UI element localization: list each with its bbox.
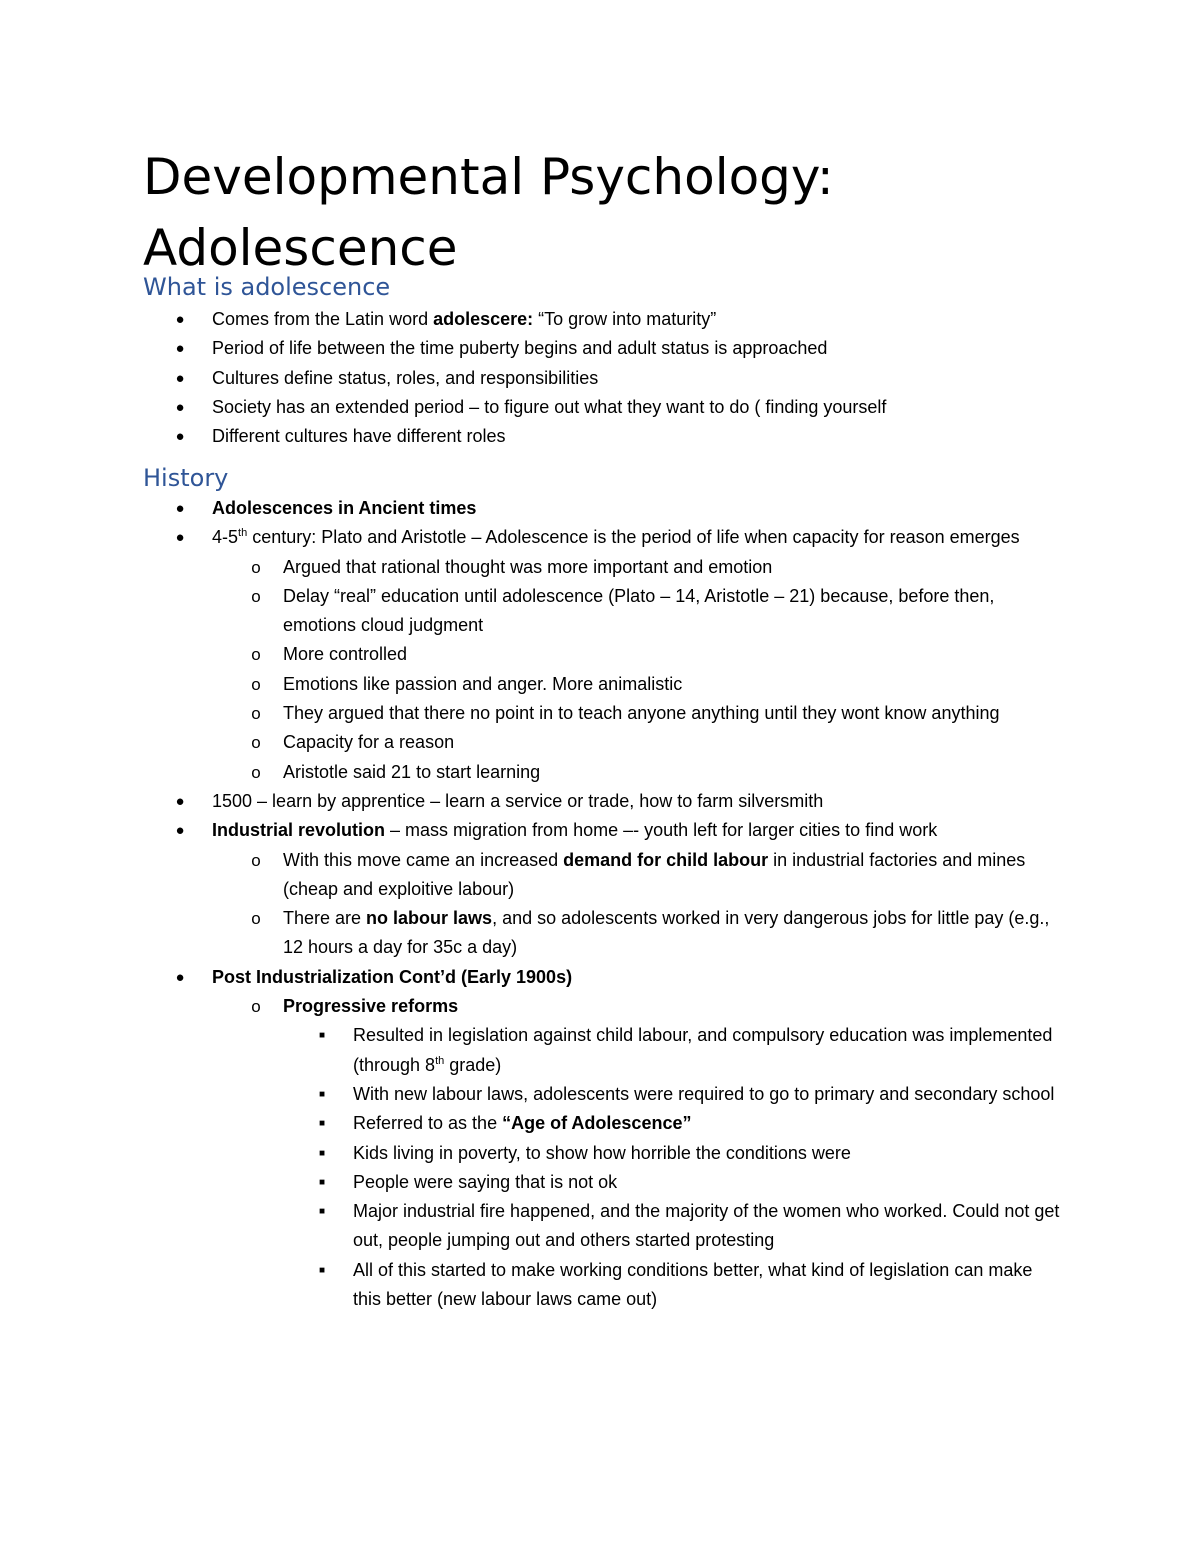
sub-list-item [0,553,1063,582]
sub-bullet-marker: o [251,586,261,606]
sub-sub-list-item [0,1021,1063,1080]
sub-bullet-marker: o [251,674,261,694]
sub-sub-list-item [0,1139,1063,1168]
bullet-list-what-is-adolescence [0,305,1200,451]
sub-bullet-marker: o [251,997,261,1017]
bullet-marker: ● [175,398,185,416]
list-item [0,494,1062,523]
list-item-text: Progressive reforms [283,996,459,1017]
bullet-marker: ● [175,369,185,387]
list-item [0,523,1062,552]
sub-list-item [0,846,1063,905]
square-bullet-marker: ■ [318,1264,326,1276]
square-bullet-marker: ■ [318,1030,326,1042]
bullet-list-history [0,494,1200,1314]
sub-list-item [0,758,1063,787]
list-item-text: With this move came an increased demand for child labour in industrial factories and mines (cheap and exploitive labour) [283,849,1026,899]
list-item [0,422,1062,451]
list-item [0,305,1062,334]
sub-sub-list-item [0,1080,1063,1109]
list-item-text: Emotions like passion and anger. More animalistic [283,673,683,694]
list-item-text: Society has an extended period – to figure out what they want to do ( finding yourself [212,396,887,417]
bullet-marker: ● [175,311,185,328]
section-heading-what-is-adolescence: What is adolescence [143,273,391,301]
list-item-text: Period of life between the time puberty begins and adult status is approached [212,338,828,359]
list-item-text: 4-5th century: Plato and Aristotle – Adolescence is the period of life when capacity for reason emerges [212,527,1020,548]
list-item-text: All of this started to make working conditions better, what kind of legislation can make this better (new labour laws came out) [353,1259,1033,1310]
list-item-text: Argued that rational thought was more important and emotion [283,556,773,577]
sub-bullet-marker: o [251,704,261,724]
list-item-text: More controlled [283,644,408,665]
list-item-text: With new labour laws, adolescents were required to go to primary and secondary school [353,1083,1055,1104]
bullet-marker: ● [175,822,185,840]
list-item-text: Industrial revolution – mass migration from home –- youth left for larger cities to find work [212,820,938,841]
list-item-text: There are no labour laws, and so adolescents worked in very dangerous jobs for little pay (e.g., 12 hours a day for 35c a day) [283,908,1050,958]
sub-sub-list-item [0,1168,1063,1197]
sub-bullet-marker: o [251,762,261,782]
document-title: Developmental Psychology: Adolescence [143,148,834,277]
sub-bullet-marker: o [251,733,261,753]
sub-bullet-marker: o [251,645,261,665]
list-item-text: Different cultures have different roles [212,426,506,447]
list-item-text: Comes from the Latin word adolescere: “To grow into maturity” [212,309,717,329]
sub-sub-list-item [0,1256,1063,1315]
sub-bullet-marker: o [251,557,261,577]
list-item-text: They argued that there no point in to teach anyone anything until they wont know anything [283,703,1000,724]
list-item-text: Kids living in poverty, to show how horrible the conditions were [353,1142,851,1163]
square-bullet-marker: ■ [318,1088,326,1100]
bullet-marker: ● [175,792,185,810]
sub-list-item [0,992,1063,1021]
sub-list-item [0,640,1063,669]
bullet-marker: ● [175,529,185,547]
sub-sub-list-item [0,1197,1063,1256]
section-heading-history: History [143,464,229,492]
sub-list-item [0,582,1063,641]
list-item-text: Delay “real” education until adolescence (Plato – 14, Aristotle – 21) because, before then, emotions cloud judgment [283,585,995,636]
list-item-text: Post Industrialization Cont’d (Early 1900s) [212,966,573,987]
bullet-marker: ● [175,428,185,446]
list-item-text: Cultures define status, roles, and responsibilities [212,367,599,388]
sub-bullet-marker: o [251,909,261,929]
sub-list-item [0,699,1063,728]
sub-bullet-marker: o [251,850,261,870]
list-item-text: 1500 – learn by apprentice – learn a service or trade, how to farm silversmith [212,790,824,811]
list-item-text: Capacity for a reason [283,732,455,753]
sub-sub-list-item [0,1109,1063,1138]
list-item [0,364,1062,393]
list-item-text: Major industrial fire happened, and the majority of the women who worked. Could not get out, people jumping out and others started protesting [353,1201,1060,1251]
square-bullet-marker: ■ [318,1118,326,1130]
list-item-text: Aristotle said 21 to start learning [283,761,541,782]
list-item [0,393,1062,422]
bullet-marker: ● [175,968,185,986]
square-bullet-marker: ■ [318,1147,326,1159]
list-item [0,334,1062,363]
square-bullet-marker: ■ [318,1176,326,1188]
square-bullet-marker: ■ [318,1206,326,1218]
list-item-text: Referred to as the “Age of Adolescence” [353,1113,692,1134]
list-item-text: Adolescences in Ancient times [212,498,477,518]
list-item [0,963,1062,992]
list-item [0,816,1062,845]
bullet-marker: ● [175,500,185,517]
list-item [0,787,1062,816]
sub-list-item [0,904,1063,963]
list-item-text: People were saying that is not ok [353,1171,618,1192]
sub-list-item [0,728,1063,757]
list-item-text: Resulted in legislation against child labour, and compulsory education was implemented (through 8th grade) [353,1025,1053,1075]
bullet-marker: ● [175,340,185,358]
sub-list-item [0,670,1063,699]
